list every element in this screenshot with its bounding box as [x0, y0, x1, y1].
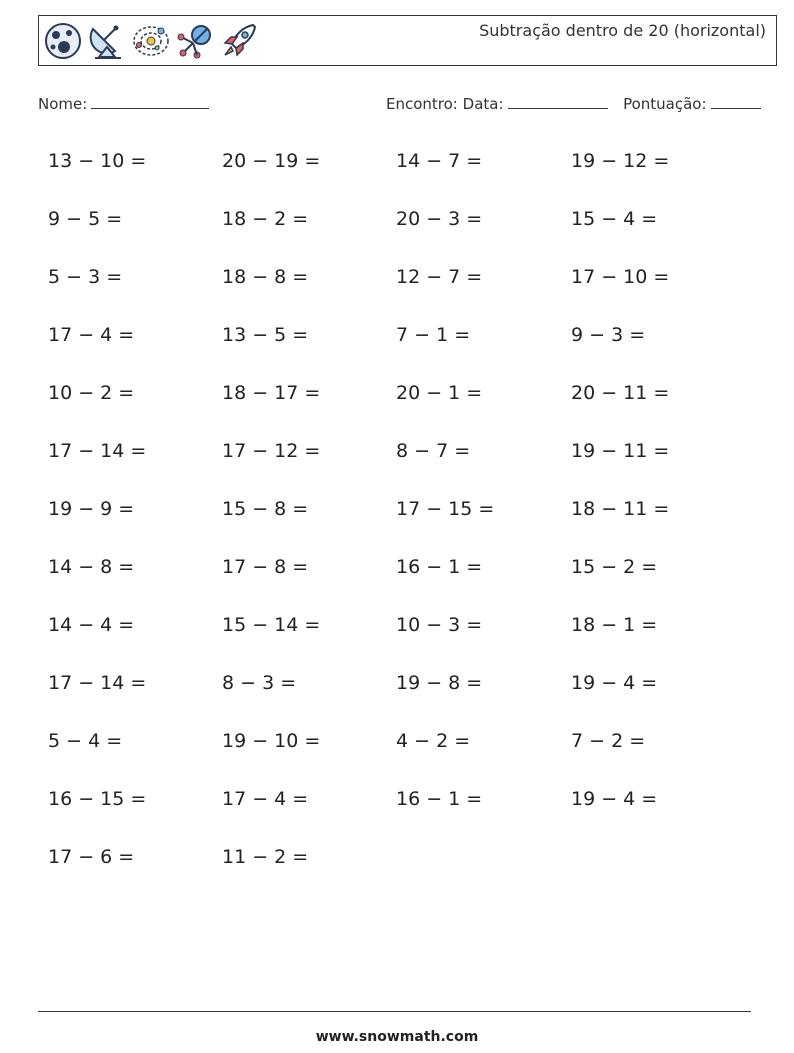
problem-grid	[48, 146, 768, 900]
problem-item: 20 − 1 =	[396, 382, 483, 404]
problem-item: 17 − 12 =	[222, 440, 321, 462]
problem-item: 8 − 7 =	[396, 440, 471, 462]
problem-item: 17 − 4 =	[222, 788, 309, 810]
problem-item: 17 − 14 =	[48, 440, 147, 462]
problem-item: 17 − 10 =	[571, 266, 670, 288]
problem-item: 19 − 4 =	[571, 672, 658, 694]
problem-item: 20 − 19 =	[222, 150, 321, 172]
problem-item: 18 − 8 =	[222, 266, 309, 288]
problem-item: 17 − 4 =	[48, 324, 135, 346]
problem-item: 18 − 17 =	[222, 382, 321, 404]
footer-divider	[38, 1011, 751, 1012]
problem-item: 18 − 11 =	[571, 498, 670, 520]
score-blank[interactable]	[711, 94, 761, 109]
score-label: Pontuação:	[623, 95, 707, 113]
problem-item: 5 − 3 =	[48, 266, 123, 288]
problem-item: 18 − 2 =	[222, 208, 309, 230]
problem-item: 7 − 1 =	[396, 324, 471, 346]
header-icons	[43, 21, 259, 61]
problem-item: 19 − 10 =	[222, 730, 321, 752]
problem-item: 17 − 8 =	[222, 556, 309, 578]
problem-item: 19 − 8 =	[396, 672, 483, 694]
solar-system-icon	[131, 21, 171, 61]
name-blank[interactable]	[91, 94, 209, 109]
problem-item: 11 − 2 =	[222, 846, 309, 868]
problem-item: 15 − 8 =	[222, 498, 309, 520]
planet-icon	[43, 21, 83, 61]
worksheet-header	[38, 15, 777, 66]
name-field	[38, 94, 209, 113]
date-label: Data:	[462, 95, 504, 113]
problem-item: 8 − 3 =	[222, 672, 297, 694]
problem-item: 20 − 11 =	[571, 382, 670, 404]
problem-item: 15 − 14 =	[222, 614, 321, 636]
problem-item: 13 − 10 =	[48, 150, 147, 172]
problem-item: 9 − 5 =	[48, 208, 123, 230]
problem-item: 10 − 2 =	[48, 382, 135, 404]
problem-item: 19 − 4 =	[571, 788, 658, 810]
meeting-fields	[386, 94, 761, 113]
problem-item: 18 − 1 =	[571, 614, 658, 636]
problem-item: 20 − 3 =	[396, 208, 483, 230]
meeting-label: Encontro:	[386, 95, 458, 113]
space-probe-icon	[175, 21, 215, 61]
problem-item: 15 − 4 =	[571, 208, 658, 230]
rocket-icon	[219, 21, 259, 61]
problem-item: 14 − 4 =	[48, 614, 135, 636]
footer-url: www.snowmath.com	[315, 1029, 479, 1045]
problem-item: 14 − 8 =	[48, 556, 135, 578]
problem-item: 7 − 2 =	[571, 730, 646, 752]
problem-item: 17 − 15 =	[396, 498, 495, 520]
problem-item: 9 − 3 =	[571, 324, 646, 346]
worksheet-title: Subtração dentro de 20 (horizontal)	[479, 21, 766, 40]
problem-item: 4 − 2 =	[396, 730, 471, 752]
problem-item: 16 − 15 =	[48, 788, 147, 810]
problem-item: 19 − 11 =	[571, 440, 670, 462]
problem-item: 16 − 1 =	[396, 556, 483, 578]
satellite-dish-icon	[87, 21, 127, 61]
name-label: Nome:	[38, 95, 88, 113]
problem-item: 12 − 7 =	[396, 266, 483, 288]
problem-item: 19 − 9 =	[48, 498, 135, 520]
problem-item: 15 − 2 =	[571, 556, 658, 578]
problem-item: 13 − 5 =	[222, 324, 309, 346]
problem-item: 14 − 7 =	[396, 150, 483, 172]
problem-item: 19 − 12 =	[571, 150, 670, 172]
problem-item: 16 − 1 =	[396, 788, 483, 810]
problem-item: 17 − 14 =	[48, 672, 147, 694]
problem-item: 5 − 4 =	[48, 730, 123, 752]
date-blank[interactable]	[508, 94, 608, 109]
problem-item: 17 − 6 =	[48, 846, 135, 868]
problem-item: 10 − 3 =	[396, 614, 483, 636]
